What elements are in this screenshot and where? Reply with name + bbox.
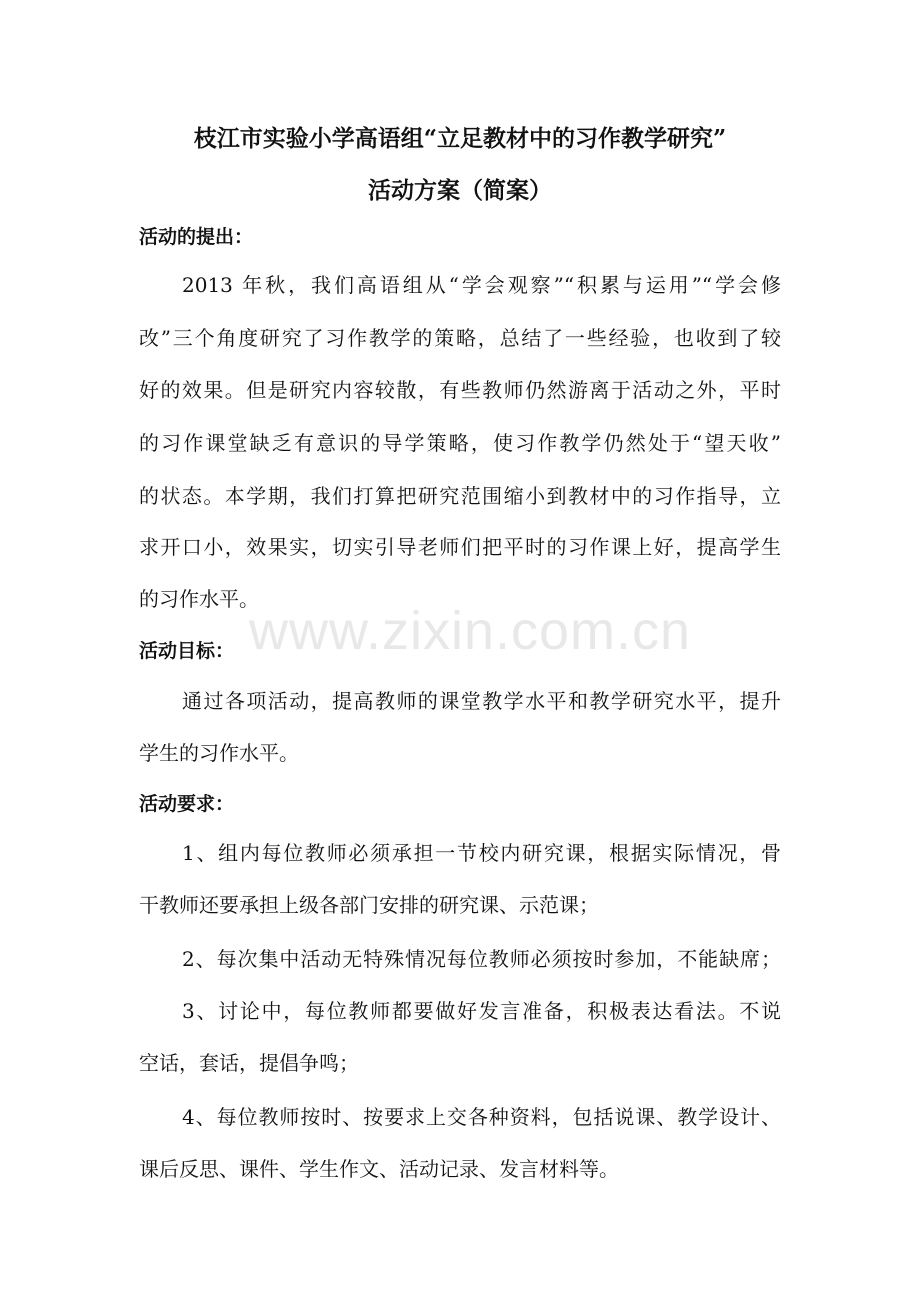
list-item-continuation: 干教师还要承担上级各部门安排的研究课、示范课； [139,893,599,917]
list-item: 3、讨论中，每位教师都要做好发言准备，积极表达看法。不说 [182,999,781,1023]
paragraph-line: 通过各项活动，提高教师的课堂教学水平和教学研究水平，提升 [182,689,781,713]
paragraph-line: 的状态。本学期，我们打算把研究范围缩小到教材中的习作指导，立 [139,484,781,508]
section-heading-goals: 活动目标： [139,640,235,662]
watermark: www.zixin.com.cn [248,601,692,661]
paragraph-line: 求开口小，效果实，切实引导老师们把平时的习作课上好，提高学生 [139,535,781,559]
list-item-continuation: 空话，套话，提倡争鸣； [139,1051,359,1075]
paragraph-line: 好的效果。但是研究内容较散，有些教师仍然游离于活动之外，平时 [139,378,781,402]
paragraph-line: 学生的习作水平。 [139,741,299,765]
list-item: 1、组内每位教师必须承担一节校内研究课，根据实际情况，骨 [182,841,781,865]
document-title: 枝江市实验小学高语组“立足教材中的习作教学研究” [193,125,727,152]
section-heading-requirements: 活动要求： [139,793,235,815]
paragraph-line: 2013 年秋，我们高语组从“学会观察”“积累与运用”“学会修 [182,273,781,297]
list-item: 4、每位教师按时、按要求上交各种资料，包括说课、教学设计、 [182,1105,781,1129]
paragraph-line: 的习作课堂缺乏有意识的导学策略，使习作教学仍然处于“望天收” [139,431,781,455]
document-subtitle: 活动方案（简案） [368,177,552,204]
paragraph-line: 改”三个角度研究了习作教学的策略，总结了一些经验，也收到了较 [139,326,781,350]
list-item: 2、每次集中活动无特殊情况每位教师必须按时参加，不能缺席； [182,947,781,971]
list-item-continuation: 课后反思、课件、学生作文、活动记录、发言材料等。 [139,1157,619,1181]
section-heading-proposal: 活动的提出： [139,226,254,248]
paragraph-line: 的习作水平。 [139,587,259,611]
